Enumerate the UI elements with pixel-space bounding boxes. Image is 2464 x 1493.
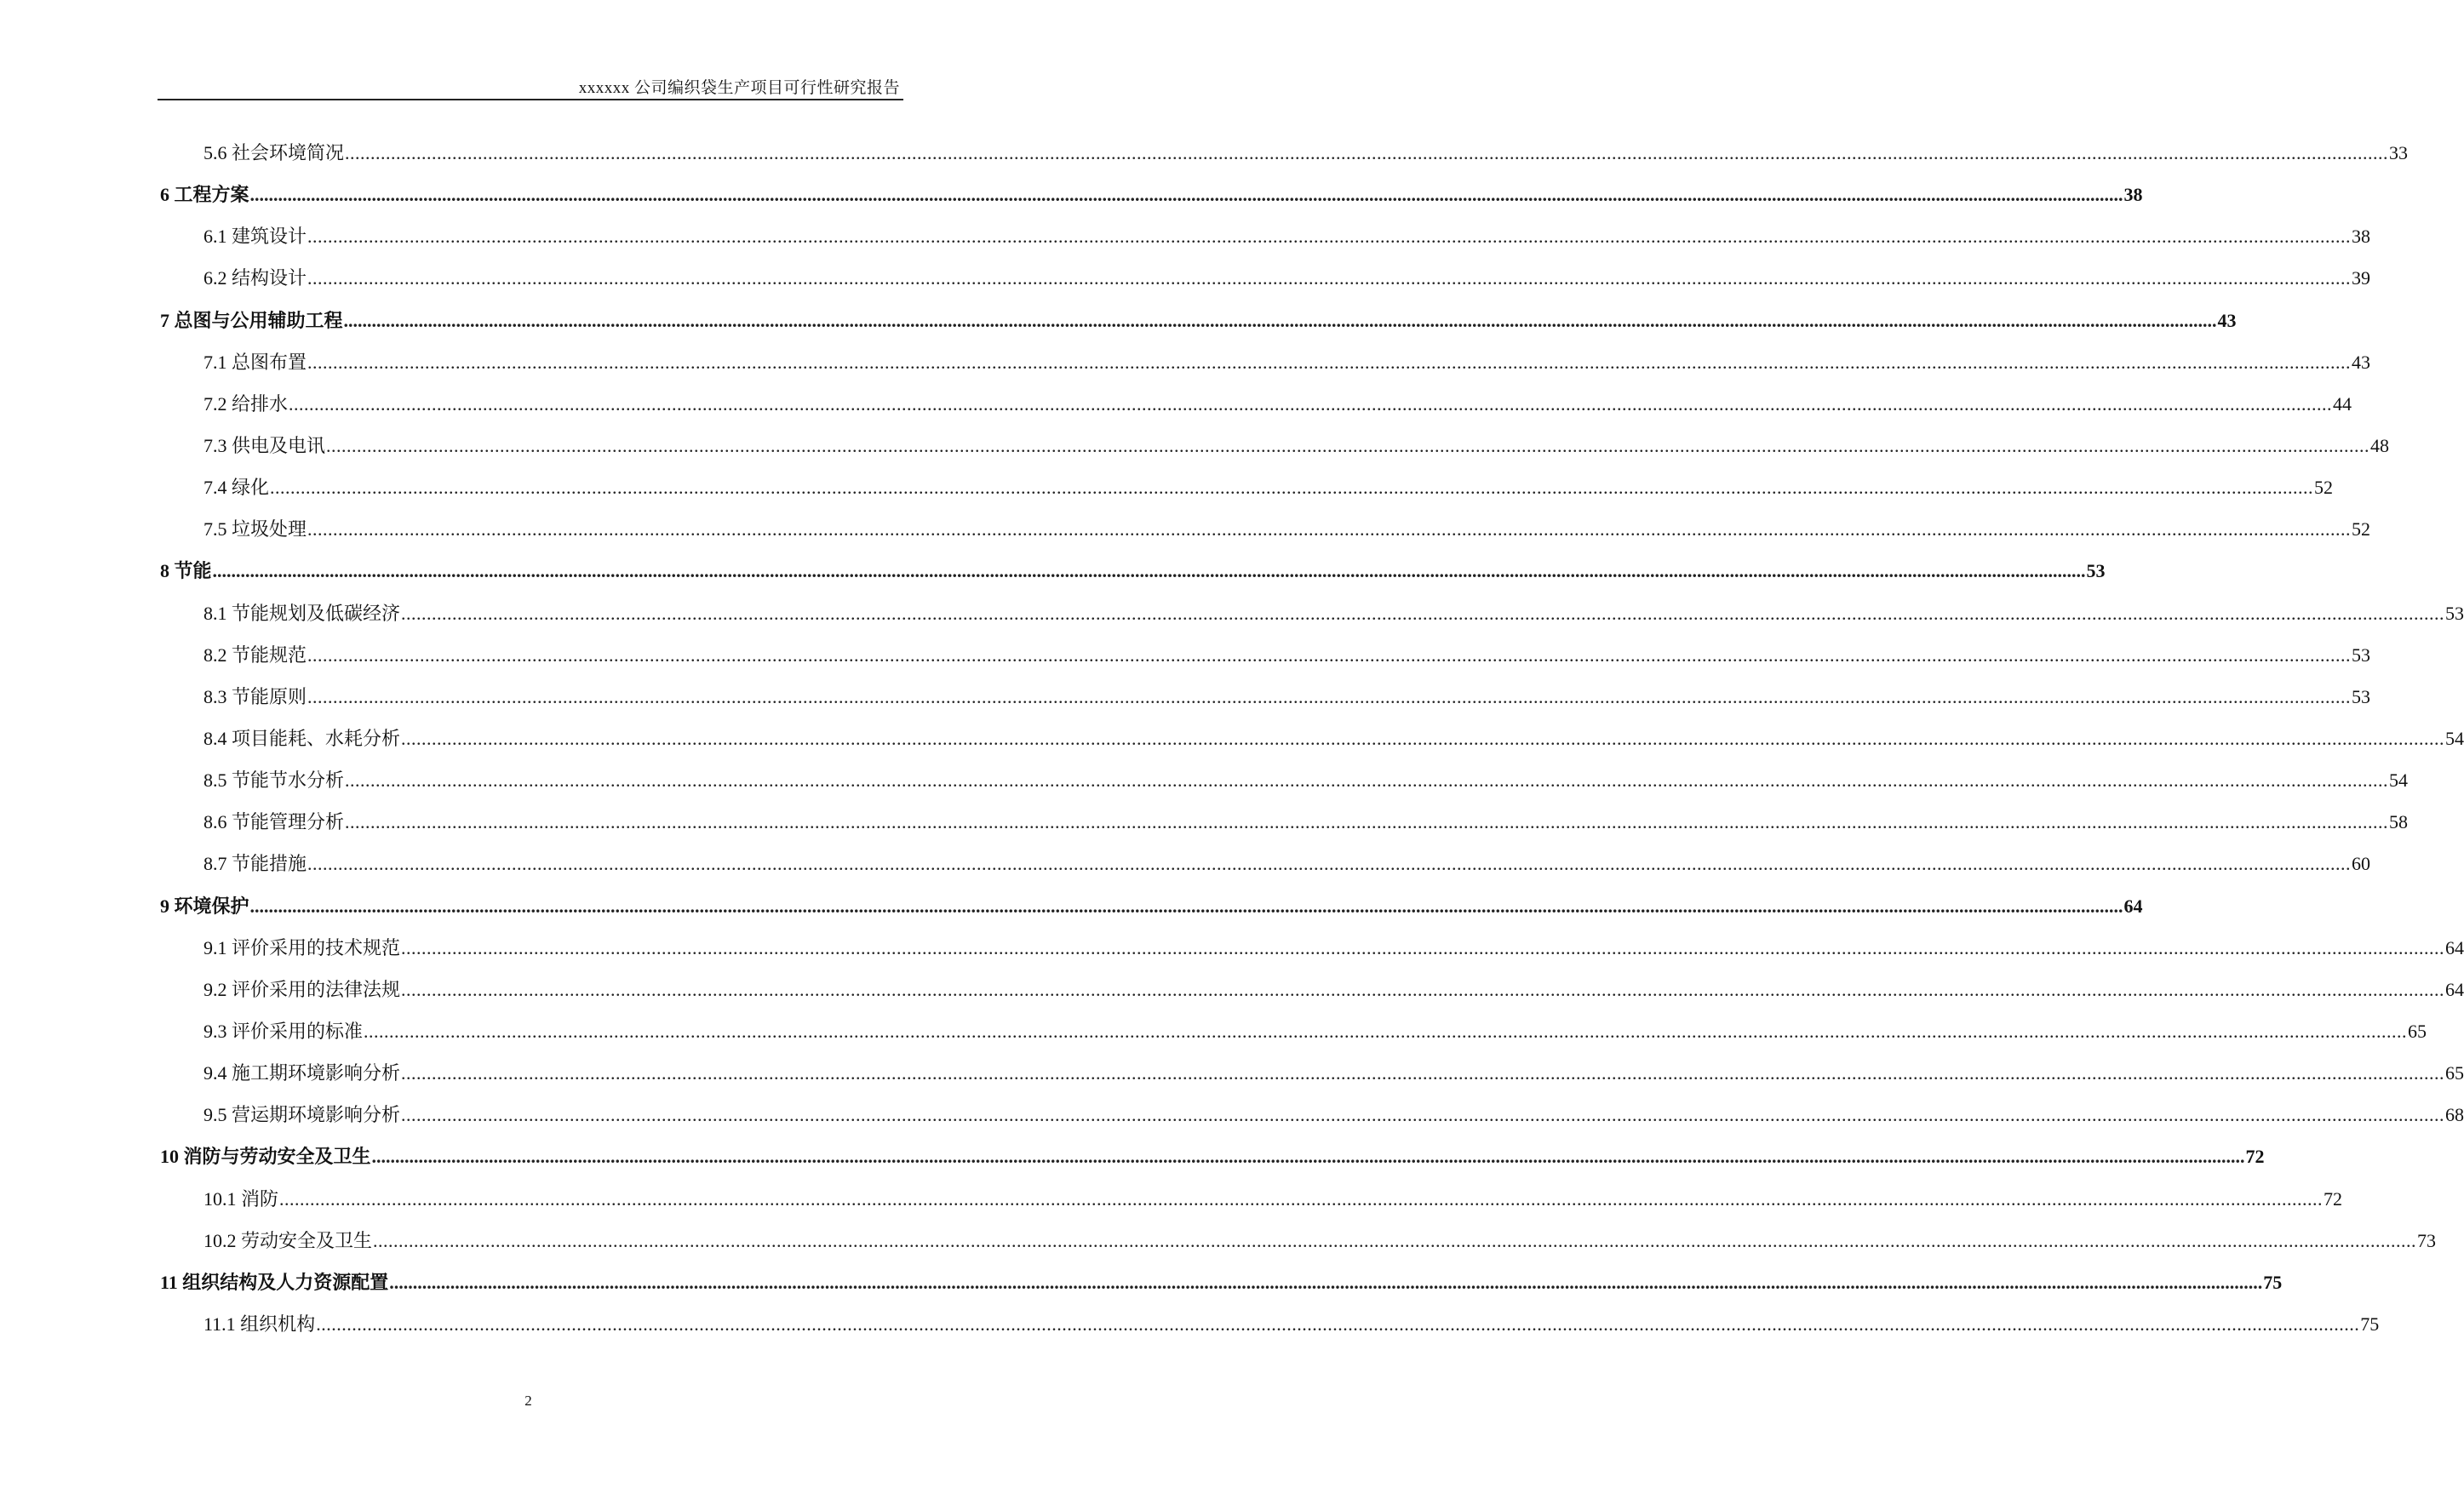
toc-entry-page: 39: [2352, 267, 2371, 289]
dot-leader: ................................................................................................................................................................................................................................................................................................................................................................................................................: [307, 644, 2352, 666]
toc-entry-page: 52: [2352, 518, 2371, 541]
toc-entry-label: 5.6 社会环境简况: [203, 142, 345, 163]
toc-entry-label: 7.5 垃圾处理: [203, 518, 307, 541]
toc-entry-page: 52: [2314, 477, 2334, 499]
toc-entry-label: 9.2 评价采用的法律法规: [203, 978, 401, 1000]
dot-leader: ................................................................................................................................................................................................................................................................................................................................................................................................................: [364, 1020, 2408, 1042]
toc-entry-label: 11.1 组织机构: [203, 1313, 316, 1335]
dot-leader: ................................................................................................................................................................................................................................................................................................................................................................................................................: [326, 434, 2370, 456]
toc-entry[interactable]: [158, 1261, 2283, 1303]
toc-entry-label: 8.5 节能节水分析: [203, 769, 345, 792]
toc-entry-label: 6.1 建筑设计: [203, 226, 307, 248]
toc-entry-page: 44: [2333, 392, 2352, 415]
toc-entry-label: 7.4 绿化: [203, 477, 270, 499]
dot-leader: ................................................................................................................................................................................................................................................................................................................................................................................................................: [343, 309, 2217, 331]
dot-leader: ................................................................................................................................................................................................................................................................................................................................................................................................................: [307, 351, 2352, 373]
toc-entry-page: 60: [2352, 853, 2371, 875]
dot-leader: ................................................................................................................................................................................................................................................................................................................................................................................................................: [401, 602, 2445, 624]
header-title: xxxxxx 公司编织袋生产项目可行性研究报告: [578, 79, 900, 97]
dot-leader: ................................................................................................................................................................................................................................................................................................................................................................................................................: [401, 727, 2445, 749]
toc-entry-page: 64: [2445, 978, 2464, 1000]
toc-entry-label: 9.3 评价采用的标准: [203, 1020, 364, 1042]
toc-entry[interactable]: [158, 718, 2464, 759]
toc-entry-page: 54: [2389, 769, 2409, 792]
dot-leader: ................................................................................................................................................................................................................................................................................................................................................................................................................: [345, 142, 2389, 163]
toc-entry-page: 75: [2360, 1313, 2380, 1335]
toc-entry-label: 9.4 施工期环境影响分析: [203, 1062, 401, 1084]
running-header: [158, 75, 903, 100]
dot-leader: ................................................................................................................................................................................................................................................................................................................................................................................................................: [401, 978, 2445, 1000]
toc-entry-label: 6.2 结构设计: [203, 267, 307, 289]
toc-entry[interactable]: [158, 466, 2334, 508]
toc-entry[interactable]: [158, 843, 2371, 884]
toc-entry[interactable]: [158, 927, 2464, 969]
toc-entry[interactable]: [158, 215, 2371, 257]
toc-entry-page: 53: [2352, 644, 2371, 666]
toc-entry-label: 8.4 项目能耗、水耗分析: [203, 727, 401, 749]
toc-entry-page: 68: [2445, 1104, 2464, 1126]
toc-entry[interactable]: [158, 634, 2371, 676]
dot-leader: ................................................................................................................................................................................................................................................................................................................................................................................................................: [307, 518, 2352, 541]
toc-entry[interactable]: [158, 801, 2409, 843]
table-of-contents: [158, 132, 2464, 1345]
toc-entry[interactable]: [158, 1010, 2427, 1052]
toc-entry-label: 10.1 消防: [203, 1187, 279, 1210]
toc-entry-page: 75: [2263, 1271, 2283, 1293]
toc-entry-label: 9.5 营运期环境影响分析: [203, 1104, 401, 1126]
toc-entry-label: 8.7 节能措施: [203, 853, 307, 875]
toc-entry-page: 38: [2352, 226, 2371, 248]
toc-entry[interactable]: [158, 341, 2371, 383]
toc-entry-label: 7.3 供电及电讯: [203, 434, 326, 456]
toc-entry-page: 65: [2408, 1020, 2427, 1042]
toc-entry-page: 72: [2245, 1146, 2265, 1168]
toc-entry[interactable]: [158, 1052, 2464, 1094]
toc-entry[interactable]: [158, 508, 2371, 550]
toc-entry-page: 48: [2370, 434, 2390, 456]
dot-leader: ................................................................................................................................................................................................................................................................................................................................................................................................................: [316, 1313, 2360, 1335]
dot-leader: ................................................................................................................................................................................................................................................................................................................................................................................................................: [279, 1187, 2324, 1210]
toc-entry-label: 9.1 评价采用的技术规范: [203, 936, 401, 958]
toc-entry-page: 53: [2086, 560, 2106, 582]
toc-entry-page: 43: [2352, 351, 2371, 373]
toc-entry-label: 6 工程方案: [160, 184, 249, 206]
toc-entry-label: 8.6 节能管理分析: [203, 811, 345, 833]
toc-entry[interactable]: [158, 1178, 2343, 1220]
toc-entry-page: 58: [2389, 811, 2409, 833]
toc-entry-page: 65: [2445, 1062, 2464, 1084]
toc-entry[interactable]: [158, 676, 2371, 718]
toc-entry[interactable]: [158, 1303, 2380, 1345]
toc-entry[interactable]: [158, 759, 2409, 801]
dot-leader: ................................................................................................................................................................................................................................................................................................................................................................................................................: [401, 1062, 2445, 1084]
toc-entry-label: 8.1 节能规划及低碳经济: [203, 602, 401, 624]
toc-entry[interactable]: [158, 174, 2143, 215]
dot-leader: ................................................................................................................................................................................................................................................................................................................................................................................................................: [212, 560, 2086, 582]
toc-entry-label: 8 节能: [160, 560, 212, 582]
toc-entry-label: 8.2 节能规范: [203, 644, 307, 666]
toc-entry-page: 64: [2123, 895, 2143, 917]
toc-entry-label: 10 消防与劳动安全及卫生: [160, 1146, 371, 1168]
toc-entry-page: 73: [2417, 1229, 2437, 1251]
page-number: 2: [524, 1393, 532, 1409]
dot-leader: ................................................................................................................................................................................................................................................................................................................................................................................................................: [307, 685, 2352, 707]
dot-leader: ................................................................................................................................................................................................................................................................................................................................................................................................................: [345, 811, 2389, 833]
dot-leader: ................................................................................................................................................................................................................................................................................................................................................................................................................: [249, 184, 2123, 206]
toc-entry[interactable]: [158, 1094, 2464, 1135]
dot-leader: ................................................................................................................................................................................................................................................................................................................................................................................................................: [401, 1104, 2445, 1126]
toc-entry[interactable]: [158, 383, 2352, 425]
toc-entry-label: 9 环境保护: [160, 895, 249, 917]
toc-entry[interactable]: [158, 969, 2464, 1010]
dot-leader: ................................................................................................................................................................................................................................................................................................................................................................................................................: [307, 226, 2352, 248]
toc-entry-page: 33: [2389, 142, 2409, 163]
toc-entry-page: 53: [2445, 602, 2464, 624]
dot-leader: ................................................................................................................................................................................................................................................................................................................................................................................................................: [289, 392, 2333, 415]
toc-entry[interactable]: [158, 1220, 2437, 1261]
dot-leader: ................................................................................................................................................................................................................................................................................................................................................................................................................: [371, 1146, 2245, 1168]
dot-leader: ................................................................................................................................................................................................................................................................................................................................................................................................................: [389, 1271, 2263, 1293]
dot-leader: ................................................................................................................................................................................................................................................................................................................................................................................................................: [307, 853, 2352, 875]
dot-leader: ................................................................................................................................................................................................................................................................................................................................................................................................................: [307, 267, 2352, 289]
toc-entry[interactable]: [158, 592, 2464, 634]
toc-entry-page: 53: [2352, 685, 2371, 707]
toc-entry[interactable]: [158, 300, 2237, 341]
toc-entry-label: 7.2 给排水: [203, 392, 289, 415]
dot-leader: ................................................................................................................................................................................................................................................................................................................................................................................................................: [249, 895, 2123, 917]
toc-entry-page: 64: [2445, 936, 2464, 958]
toc-entry[interactable]: [158, 1135, 2265, 1177]
dot-leader: ................................................................................................................................................................................................................................................................................................................................................................................................................: [270, 477, 2314, 499]
toc-entry[interactable]: [158, 132, 2409, 174]
toc-entry[interactable]: [158, 550, 2106, 592]
dot-leader: ................................................................................................................................................................................................................................................................................................................................................................................................................: [345, 769, 2389, 792]
toc-entry-label: 7 总图与公用辅助工程: [160, 309, 343, 331]
dot-leader: ................................................................................................................................................................................................................................................................................................................................................................................................................: [373, 1229, 2417, 1251]
toc-entry-label: 7.1 总图布置: [203, 351, 307, 373]
toc-entry[interactable]: [158, 425, 2390, 466]
toc-entry-label: 8.3 节能原则: [203, 685, 307, 707]
toc-entry-label: 11 组织结构及人力资源配置: [160, 1271, 389, 1293]
toc-entry[interactable]: [158, 257, 2371, 299]
toc-entry-label: 10.2 劳动安全及卫生: [203, 1229, 373, 1251]
dot-leader: ................................................................................................................................................................................................................................................................................................................................................................................................................: [401, 936, 2445, 958]
toc-entry-page: 54: [2445, 727, 2464, 749]
toc-entry-page: 38: [2123, 184, 2143, 206]
toc-entry[interactable]: [158, 885, 2143, 927]
toc-entry-page: 43: [2217, 309, 2237, 331]
toc-entry-page: 72: [2324, 1187, 2343, 1210]
